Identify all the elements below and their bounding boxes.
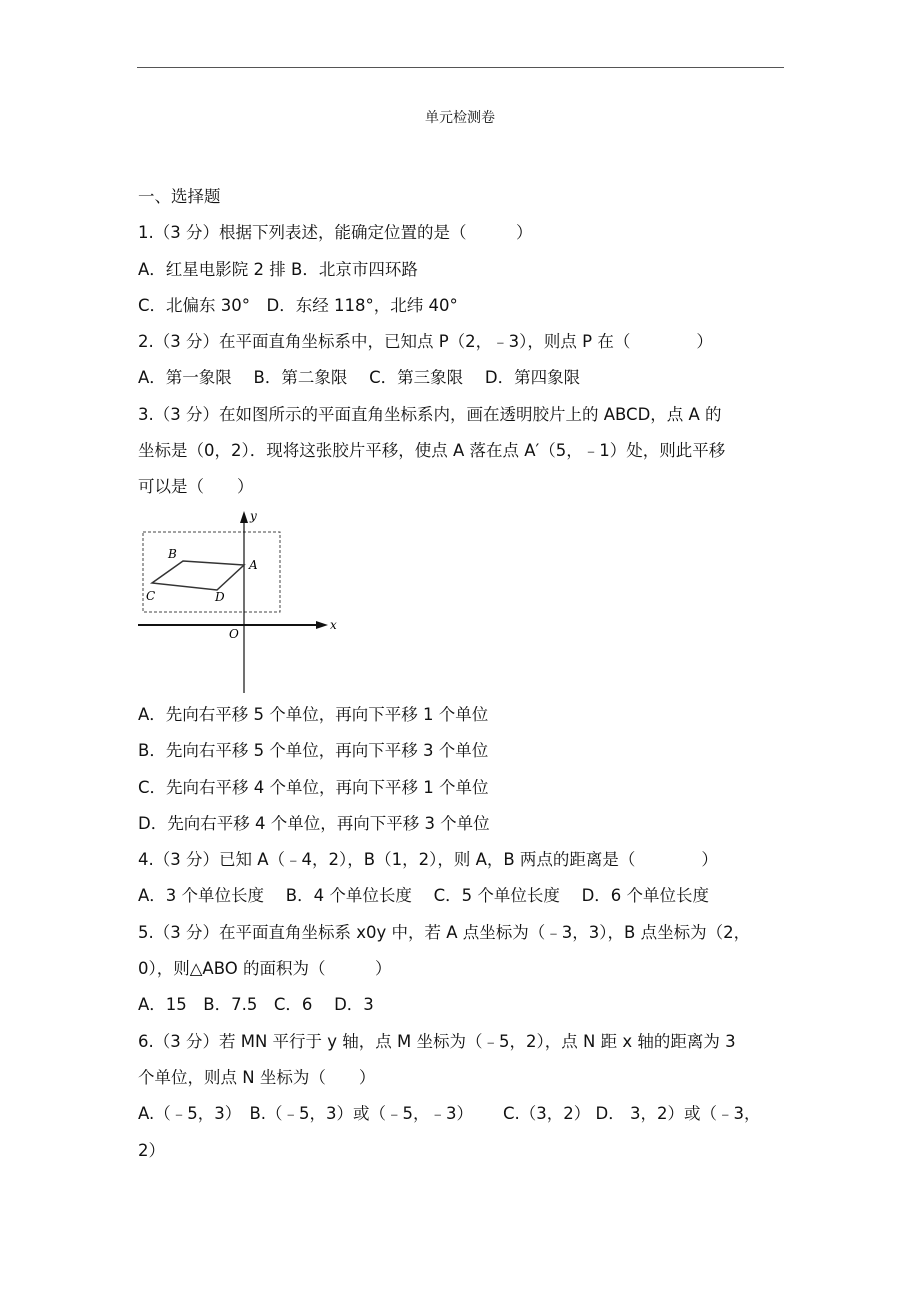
question-line: 5.（3 分）在平面直角坐标系 x0y 中，若 A 点坐标为（﹣3，3），B 点坐标为（2，	[138, 922, 751, 942]
question-line: 1.（3 分）根据下列表述，能确定位置的是（ ）	[138, 223, 533, 243]
page-title: 单元检测卷	[425, 110, 495, 126]
question-line: 个单位，则点 N 坐标为（ ）	[138, 1067, 376, 1087]
question-line: 4.（3 分）已知 A（﹣4，2），B（1，2），则 A，B 两点的距离是（ ）	[138, 850, 718, 870]
header-rule	[137, 67, 784, 68]
question-line: 3.（3 分）在如图所示的平面直角坐标系内，画在透明胶片上的 ABCD，点 A 的	[138, 404, 722, 424]
question-line: 6.（3 分）若 MN 平行于 y 轴，点 M 坐标为（﹣5，2），点 N 距 x 轴的距离为 3	[138, 1031, 736, 1051]
label-o: O	[229, 627, 239, 641]
coordinate-figure	[135, 505, 340, 700]
option-line: A．第一象限 B．第二象限 C．第三象限 D．第四象限	[138, 368, 581, 388]
label-b: B	[168, 547, 177, 561]
y-arrow-icon	[240, 511, 248, 523]
option-line: A．先向右平移 5 个单位，再向下平移 1 个单位	[138, 705, 489, 724]
film-rect	[143, 532, 280, 612]
option-line: 2）	[138, 1140, 165, 1160]
option-line: C．先向右平移 4 个单位，再向下平移 1 个单位	[138, 777, 489, 797]
question-line: 可以是（ ）	[138, 477, 254, 497]
option-line: C．北偏东 30° D．东经 118°，北纬 40°	[138, 295, 458, 315]
questions-part-1	[138, 179, 725, 506]
option-line: B．先向右平移 5 个单位，再向下平移 3 个单位	[138, 741, 489, 761]
label-c: C	[146, 589, 156, 603]
section-heading: 一、选择题	[138, 187, 221, 206]
questions-part-2	[138, 697, 761, 1169]
label-x: x	[330, 618, 337, 632]
option-line: A．15 B．7.5 C．6 D．3	[138, 995, 374, 1015]
parallelogram-abcd	[152, 561, 244, 590]
question-line: 2.（3 分）在平面直角坐标系中，已知点 P（2，﹣3），则点 P 在（ ）	[138, 332, 713, 352]
label-d: D	[215, 590, 225, 604]
option-line: A．3 个单位长度 B．4 个单位长度 C．5 个单位长度 D．6 个单位长度	[138, 886, 710, 906]
x-arrow-icon	[316, 621, 328, 629]
option-line: D．先向右平移 4 个单位，再向下平移 3 个单位	[138, 813, 490, 833]
option-line: A．红星电影院 2 排 B．北京市四环路	[138, 259, 418, 279]
question-line: 0），则△ABO 的面积为（ ）	[138, 959, 392, 979]
label-y: y	[250, 509, 257, 523]
option-line: A.（﹣5，3） B.（﹣5，3）或（﹣5，﹣3） C.（3，2） D． 3，2）或（﹣3，	[138, 1104, 761, 1124]
question-line: 坐标是（0，2）．现将这张胶片平移，使点 A 落在点 A′（5，﹣1）处，则此平移	[138, 441, 726, 461]
label-a: A	[249, 558, 258, 572]
